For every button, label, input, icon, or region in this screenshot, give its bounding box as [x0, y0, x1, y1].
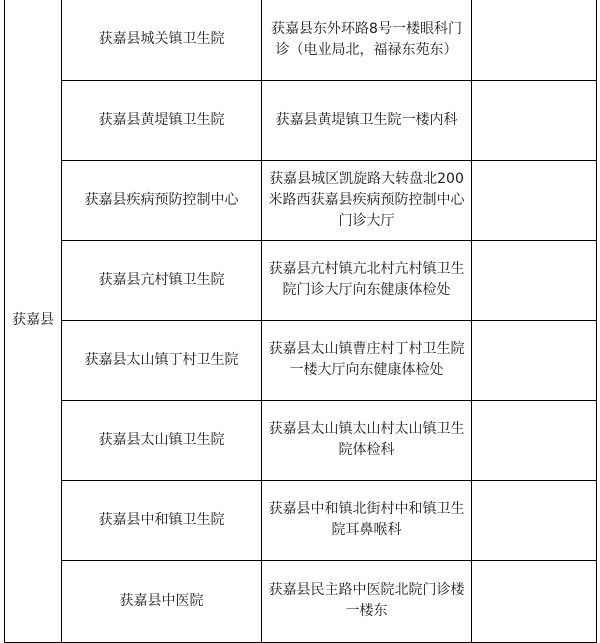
table-row [5, 240, 597, 320]
note-cell [472, 400, 597, 480]
table-row [5, 560, 597, 642]
address-cell: 获嘉县民主路中医院北院门诊楼一楼东 [262, 560, 472, 642]
address-cell: 获嘉县太山镇曹庄村丁村卫生院一楼大厅向东健康体检处 [262, 320, 472, 400]
address-cell: 获嘉县黄堤镇卫生院一楼内科 [262, 80, 472, 160]
note-cell [472, 560, 597, 642]
county-cell: 获嘉县 [5, 0, 62, 642]
address-cell: 获嘉县太山镇太山村太山镇卫生院体检科 [262, 400, 472, 480]
clinic-table [4, 0, 597, 643]
institution-cell: 获嘉县疾病预防控制中心 [62, 160, 262, 240]
note-cell [472, 320, 597, 400]
institution-cell: 获嘉县太山镇丁村卫生院 [62, 320, 262, 400]
address-cell: 获嘉县亢村镇亢北村亢村镇卫生院门诊大厅向东健康体检处 [262, 240, 472, 320]
table-row [5, 400, 597, 480]
institution-cell: 获嘉县亢村镇卫生院 [62, 240, 262, 320]
institution-cell: 获嘉县太山镇卫生院 [62, 400, 262, 480]
table-row [5, 160, 597, 240]
address-cell: 获嘉县城区凯旋路大转盘北200米路西获嘉县疾病预防控制中心门诊大厅 [262, 160, 472, 240]
address-cell: 获嘉县东外环路8号一楼眼科门诊（电业局北，福禄东苑东） [262, 0, 472, 80]
table-row [5, 80, 597, 160]
note-cell [472, 80, 597, 160]
institution-cell: 获嘉县黄堤镇卫生院 [62, 80, 262, 160]
table-row [5, 0, 597, 80]
note-cell [472, 0, 597, 80]
note-cell [472, 160, 597, 240]
institution-cell: 获嘉县中和镇卫生院 [62, 480, 262, 560]
address-cell: 获嘉县中和镇北街村中和镇卫生院耳鼻喉科 [262, 480, 472, 560]
note-cell [472, 480, 597, 560]
note-cell [472, 240, 597, 320]
table-row [5, 320, 597, 400]
table-row [5, 480, 597, 560]
institution-cell: 获嘉县中医院 [62, 560, 262, 642]
institution-cell: 获嘉县城关镇卫生院 [62, 0, 262, 80]
